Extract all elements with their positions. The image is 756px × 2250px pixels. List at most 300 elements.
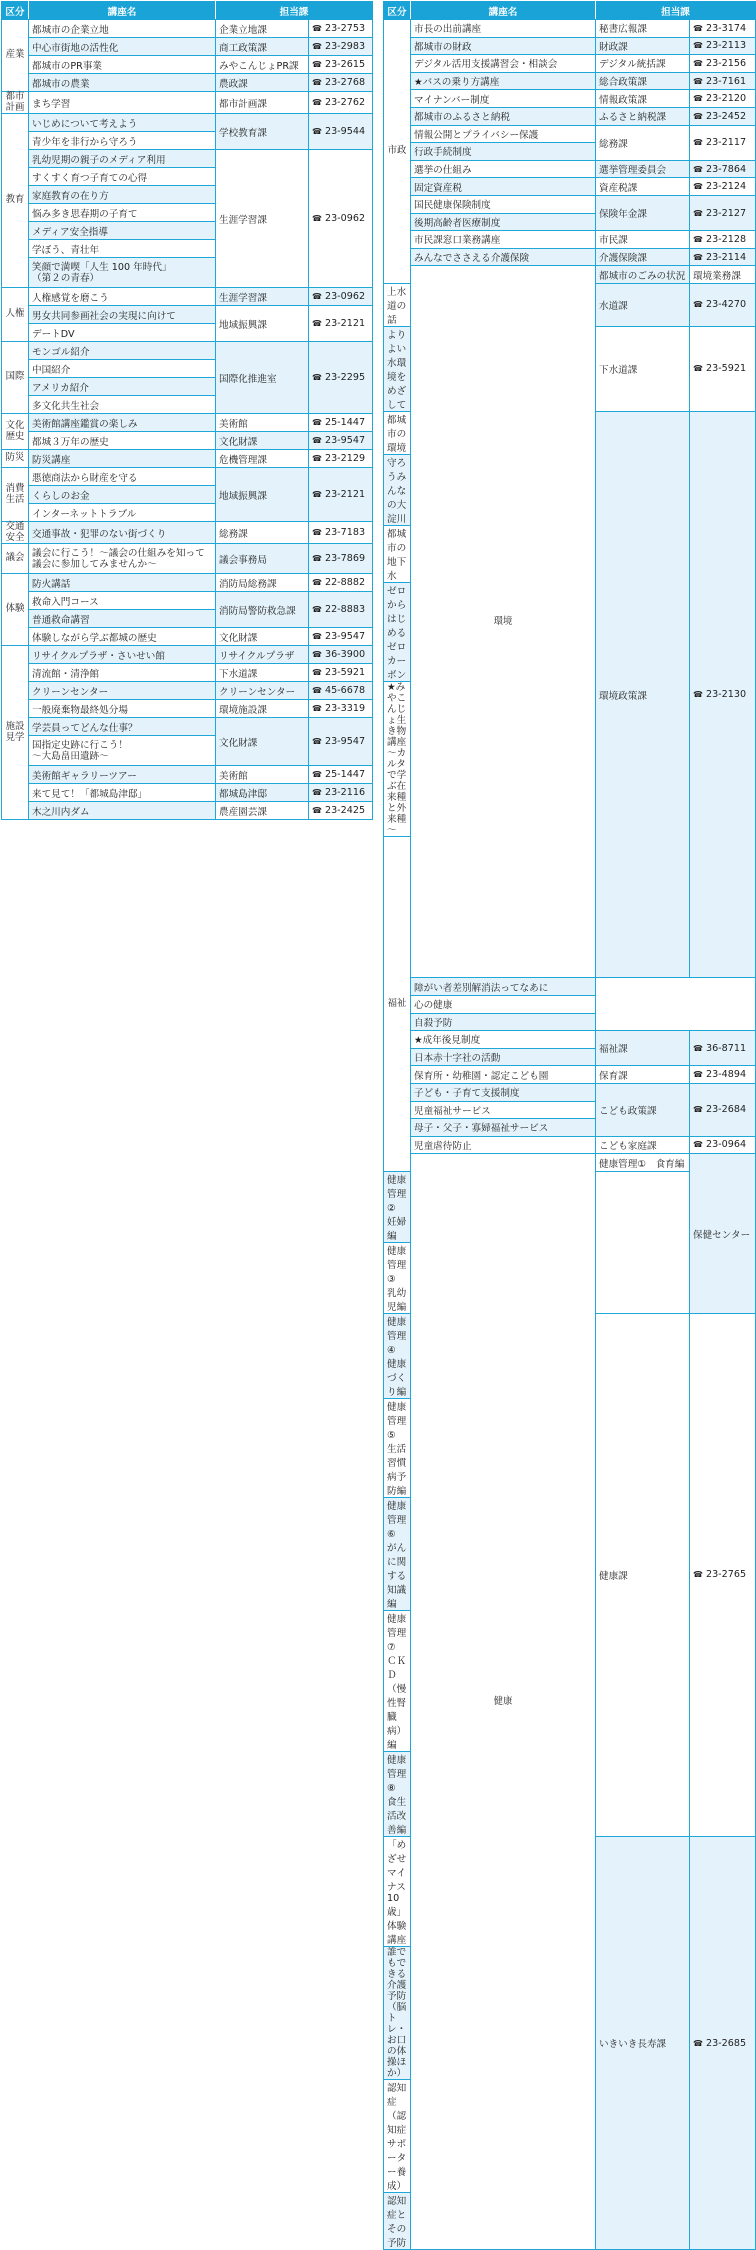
table-row — [384, 20, 756, 38]
department-name: 農政課 — [216, 74, 309, 92]
table-row — [384, 995, 756, 1013]
phone-number: 23-2130 — [705, 689, 747, 701]
phone-number-cell — [309, 802, 373, 820]
department-name: 秘書広報課 — [596, 20, 690, 38]
lecture-name: デートDV — [29, 324, 216, 342]
telephone-icon: ☎ — [693, 164, 703, 174]
category-cell: 消費 生活 — [2, 468, 29, 522]
lecture-name: 健康管理③ 乳幼児編 — [384, 1242, 411, 1313]
department-name: 危機管理課 — [216, 450, 309, 468]
phone-number: 23-7869 — [324, 553, 366, 565]
telephone-icon: ☎ — [693, 182, 703, 192]
lecture-name: 自殺予防 — [411, 1013, 596, 1031]
lecture-name: 子ども・子育て支援制度 — [411, 1083, 596, 1101]
phone-number: 23-7161 — [705, 75, 747, 87]
phone-number-cell — [690, 37, 756, 55]
phone-number: 23-2762 — [324, 97, 366, 109]
table-row — [2, 56, 373, 74]
telephone-icon: ☎ — [312, 490, 322, 500]
telephone-icon: ☎ — [312, 418, 322, 428]
phone-number: 23-2128 — [705, 233, 747, 245]
department-name: 環境政策課 — [596, 411, 690, 977]
header-department: 担当課 — [216, 2, 373, 20]
department-name: 保険年金課 — [596, 195, 690, 230]
category-cell: 福祉 — [384, 837, 411, 1172]
lecture-name: 普通救命講習 — [29, 610, 216, 628]
department-name: リサイクルプラザ — [216, 646, 309, 664]
telephone-icon: ☎ — [693, 252, 703, 262]
lecture-name: みんなでささえる介護保険 — [411, 248, 596, 266]
phone-number-cell — [690, 125, 756, 160]
telephone-icon: ☎ — [693, 1043, 703, 1053]
lecture-name: モンゴル紹介 — [29, 342, 216, 360]
lecture-name: メディア安全指導 — [29, 222, 216, 240]
category-cell: 教育 — [2, 114, 29, 288]
left-header-row — [2, 2, 373, 20]
phone-number-cell — [309, 20, 373, 38]
lecture-name: 健康管理⑧ 食生活改善編 — [384, 1751, 411, 1836]
phone-number: 23-2685 — [705, 2037, 747, 2049]
phone-number: 23-2425 — [324, 805, 366, 817]
phone-number-cell — [690, 20, 756, 38]
telephone-icon: ☎ — [693, 300, 703, 310]
department-name: 文化財課 — [216, 628, 309, 646]
phone-number: 23-2615 — [324, 59, 366, 70]
lecture-name: 防災講座 — [29, 450, 216, 468]
category-cell: 防災 — [2, 450, 29, 468]
table-row — [384, 266, 756, 284]
phone-number-cell — [690, 248, 756, 266]
table-row — [2, 450, 373, 468]
department-name: 地域振興課 — [216, 306, 309, 342]
department-name: クリーンセンター — [216, 682, 309, 700]
telephone-icon: ☎ — [312, 788, 322, 798]
category-cell: 健康 — [411, 1154, 596, 2250]
phone-number-cell — [309, 522, 373, 544]
lecture-name: ★成年後見制度 — [411, 1031, 596, 1049]
telephone-icon: ☎ — [312, 319, 322, 329]
table-row — [2, 38, 373, 56]
phone-number-cell — [690, 1066, 756, 1084]
category-cell: 文化 歴史 — [2, 414, 29, 450]
category-cell: 人権 — [2, 288, 29, 342]
department-name: 生涯学習課 — [216, 288, 309, 306]
telephone-icon: ☎ — [693, 234, 703, 244]
lecture-name: 行政手続制度 — [411, 143, 596, 161]
header-category: 区分 — [384, 2, 411, 20]
left-lecture-table — [1, 1, 373, 820]
phone-number: 23-2117 — [705, 137, 747, 149]
phone-number: 45-6678 — [324, 685, 366, 697]
table-row — [2, 468, 373, 486]
phone-number: 23-2114 — [705, 251, 747, 263]
header-category: 区分 — [2, 2, 29, 20]
table-row — [384, 1066, 756, 1084]
table-row — [384, 1013, 756, 1031]
telephone-icon: ☎ — [312, 292, 322, 302]
table-row — [2, 92, 373, 114]
phone-number: 23-0962 — [324, 213, 366, 225]
phone-number: 23-2129 — [324, 453, 366, 465]
phone-number: 23-2113 — [705, 40, 747, 52]
lecture-name: 健康管理⑦ ＣＫＤ（慢性腎臓病）編 — [384, 1610, 411, 1751]
phone-number: 23-2116 — [324, 787, 366, 799]
lecture-name: 家庭教育の在り方 — [29, 186, 216, 204]
phone-number-cell — [690, 178, 756, 196]
phone-number-cell — [309, 450, 373, 468]
lecture-name: 健康管理⑥ がんに関する知識編 — [384, 1497, 411, 1610]
phone-number: 36-3900 — [324, 649, 366, 661]
department-name: 地域振興課 — [216, 468, 309, 522]
lecture-name: 市民課窓口業務講座 — [411, 231, 596, 249]
telephone-icon: ☎ — [693, 76, 703, 86]
lecture-name: まち学習 — [29, 92, 216, 114]
phone-number-cell — [309, 628, 373, 646]
lecture-name: 児童虐待防止 — [411, 1136, 596, 1154]
department-name: 下水道課 — [596, 326, 690, 411]
department-name: 健康課 — [596, 1313, 690, 1836]
lecture-name: 悩み多き思春期の子育て — [29, 204, 216, 222]
phone-number-cell — [309, 468, 373, 522]
telephone-icon: ☎ — [312, 704, 322, 714]
table-row — [2, 414, 373, 432]
table-row — [384, 37, 756, 55]
department-name: 消防局警防救急課 — [216, 592, 309, 628]
category-cell: 施設 見学 — [2, 646, 29, 820]
phone-number: 23-2295 — [324, 372, 366, 384]
department-name: 資産税課 — [596, 178, 690, 196]
telephone-icon: ☎ — [312, 668, 322, 678]
lecture-name: 都城市の地下水 — [384, 525, 411, 582]
lecture-name: アメリカ紹介 — [29, 378, 216, 396]
table-row — [2, 646, 373, 664]
lecture-name: 健康管理② 妊婦編 — [384, 1171, 411, 1242]
phone-number: 23-2684 — [705, 1104, 747, 1116]
table-row — [384, 1136, 756, 1154]
header-lecture: 講座名 — [29, 2, 216, 20]
phone-number-cell — [309, 342, 373, 414]
phone-number-cell — [309, 114, 373, 150]
phone-number: 23-9544 — [324, 126, 366, 138]
telephone-icon: ☎ — [312, 373, 322, 383]
telephone-icon: ☎ — [693, 690, 703, 700]
phone-number: 23-2121 — [324, 489, 366, 501]
lecture-name: いじめについて考えよう — [29, 114, 216, 132]
lecture-name: 「めざせマイナス 10 歳」体験講座 — [384, 1836, 411, 1946]
lecture-name: 来て見て！「都城島津邸」 — [29, 784, 216, 802]
department-name: 都市計画課 — [216, 92, 309, 114]
phone-number-cell — [309, 646, 373, 664]
department-name: 介護保険課 — [596, 248, 690, 266]
phone-number: 36-8711 — [705, 1042, 747, 1054]
category-cell: 国際 — [2, 342, 29, 414]
lecture-name: 乳幼児期の親子のメディア利用 — [29, 150, 216, 168]
telephone-icon: ☎ — [312, 605, 322, 615]
lecture-name: 都城市のPR事業 — [29, 56, 216, 74]
phone-number: 23-2127 — [705, 207, 747, 219]
department-name: 環境施設課 — [216, 700, 309, 718]
lecture-name: 都城市の企業立地 — [29, 20, 216, 38]
lecture-name: 障がい者差別解消法ってなあに — [411, 978, 596, 996]
category-cell: 議会 — [2, 544, 29, 574]
phone-number-cell — [309, 92, 373, 114]
header-lecture: 講座名 — [411, 2, 596, 20]
lecture-name: 美術館ギャラリーツアー — [29, 766, 216, 784]
phone-number-cell — [309, 574, 373, 592]
phone-number: 23-2983 — [324, 41, 366, 52]
lecture-name: 人権感覚を磨こう — [29, 288, 216, 306]
telephone-icon: ☎ — [312, 78, 322, 87]
telephone-icon: ☎ — [693, 58, 703, 68]
telephone-icon: ☎ — [312, 127, 322, 137]
table-row — [384, 231, 756, 249]
category-cell: 環境 — [411, 266, 596, 978]
department-name: こども家庭課 — [596, 1136, 690, 1154]
table-row — [2, 664, 373, 682]
phone-number-cell — [690, 411, 756, 977]
department-name: 下水道課 — [216, 664, 309, 682]
department-name: 国際化推進室 — [216, 342, 309, 414]
table-row — [384, 1154, 756, 1172]
phone-number-cell — [309, 150, 373, 288]
department-name: 総務課 — [596, 125, 690, 160]
lecture-name: 都城３万年の歴史 — [29, 432, 216, 450]
telephone-icon: ☎ — [312, 578, 322, 588]
phone-number: 23-9547 — [324, 631, 366, 643]
lecture-name: インターネットトラブル — [29, 504, 216, 522]
phone-number-cell — [690, 231, 756, 249]
telephone-icon: ☎ — [693, 208, 703, 218]
telephone-icon: ☎ — [312, 806, 322, 816]
telephone-icon: ☎ — [693, 23, 703, 33]
department-name: 農産園芸課 — [216, 802, 309, 820]
lecture-name: 国指定史跡に行こう！ ～大島畠田遺跡～ — [29, 736, 216, 766]
telephone-icon: ☎ — [693, 1570, 703, 1580]
telephone-icon: ☎ — [312, 98, 322, 108]
phone-number: 23-5921 — [705, 363, 747, 375]
table-row — [384, 55, 756, 73]
lecture-name: 悪徳商法から財産を守る — [29, 468, 216, 486]
lecture-name: 男女共同参画社会の実現に向けて — [29, 306, 216, 324]
department-name: 福祉課 — [596, 1031, 690, 1066]
table-row — [2, 342, 373, 360]
lecture-name: 認知症とその予防 — [384, 2193, 411, 2250]
table-row — [2, 574, 373, 592]
phone-number-cell — [690, 1836, 756, 2249]
phone-number: 23-0962 — [324, 291, 366, 303]
telephone-icon: ☎ — [693, 111, 703, 121]
table-row — [384, 1031, 756, 1049]
department-name: 保健センター — [690, 1154, 756, 1314]
table-row — [384, 160, 756, 178]
category-cell: 体験 — [2, 574, 29, 646]
department-name: 消防局総務課 — [216, 574, 309, 592]
phone-number-cell — [690, 107, 756, 125]
table-row — [2, 74, 373, 92]
lecture-name: 情報公開とプライバシー保護 — [411, 125, 596, 143]
department-name: 保育課 — [596, 1066, 690, 1084]
telephone-icon: ☎ — [312, 60, 322, 69]
lecture-name: 母子・父子・寡婦福祉サービス — [411, 1119, 596, 1137]
phone-number: 23-5921 — [324, 667, 366, 679]
table-row — [384, 125, 756, 143]
lecture-name: 心の健康 — [411, 995, 596, 1013]
phone-number-cell — [690, 160, 756, 178]
telephone-icon: ☎ — [312, 632, 322, 642]
department-name: 美術館 — [216, 414, 309, 432]
lecture-name: すくすく育つ子育ての心得 — [29, 168, 216, 186]
phone-number: 23-7183 — [324, 527, 366, 539]
telephone-icon: ☎ — [312, 737, 322, 747]
department-name: 市民課 — [596, 231, 690, 249]
phone-number-cell — [690, 1031, 756, 1066]
telephone-icon: ☎ — [693, 1140, 703, 1150]
lecture-name: デジタル活用支援講習会・相談会 — [411, 55, 596, 73]
table-row — [2, 784, 373, 802]
phone-number: 23-4270 — [705, 299, 747, 311]
lecture-name: 防火講話 — [29, 574, 216, 592]
phone-number: 23-3319 — [324, 703, 366, 715]
phone-number-cell — [309, 784, 373, 802]
lecture-name: 日本赤十字社の活動 — [411, 1048, 596, 1066]
phone-number-cell — [309, 306, 373, 342]
table-row — [2, 114, 373, 132]
phone-number-cell — [309, 414, 373, 432]
table-row — [384, 195, 756, 213]
header-department: 担当課 — [596, 2, 756, 20]
telephone-icon: ☎ — [312, 686, 322, 696]
phone-number-cell — [309, 592, 373, 628]
table-row — [2, 544, 373, 574]
lecture-name: 市長の出前講座 — [411, 20, 596, 38]
department-name: 総務課 — [216, 522, 309, 544]
table-row — [384, 107, 756, 125]
department-name: 財政課 — [596, 37, 690, 55]
telephone-icon: ☎ — [312, 770, 322, 780]
lecture-name: 中国紹介 — [29, 360, 216, 378]
lecture-name: ゼロからはじめるゼロカーボン — [384, 582, 411, 681]
lecture-name: 上水道の話 — [384, 283, 411, 326]
phone-number: 23-2753 — [324, 23, 366, 34]
telephone-icon: ☎ — [312, 650, 322, 660]
phone-number: 23-4894 — [705, 1069, 747, 1081]
table-row — [2, 700, 373, 718]
phone-number: 22-8882 — [324, 577, 366, 589]
telephone-icon: ☎ — [693, 1105, 703, 1115]
phone-number-cell — [309, 718, 373, 766]
lecture-name: 議会に行こう！～議会の仕組みを知って 議会に参加してみませんか～ — [29, 544, 216, 574]
lecture-name: くらしのお金 — [29, 486, 216, 504]
category-cell: 都市 計画 — [2, 92, 29, 114]
phone-number-cell — [690, 72, 756, 90]
phone-number-cell — [309, 700, 373, 718]
telephone-icon: ☎ — [693, 41, 703, 51]
right-lecture-table — [383, 1, 756, 2250]
lecture-name: マイナンバー制度 — [411, 90, 596, 108]
department-name: 企業立地課 — [216, 20, 309, 38]
phone-number: 23-2124 — [705, 181, 747, 193]
category-cell: 市政 — [384, 20, 411, 284]
lecture-name: 笑顔で満喫「人生 100 年時代」 （第２の青春） — [29, 258, 216, 288]
department-name: 生涯学習課 — [216, 150, 309, 288]
department-name: 美術館 — [216, 766, 309, 784]
lecture-name: 選挙の仕組み — [411, 160, 596, 178]
phone-number-cell — [690, 90, 756, 108]
table-row — [2, 802, 373, 820]
phone-number: 22-8883 — [324, 604, 366, 616]
telephone-icon: ☎ — [312, 214, 322, 224]
lecture-name: クリーンセンター — [29, 682, 216, 700]
phone-number: 23-0964 — [705, 1139, 747, 1151]
telephone-icon: ☎ — [312, 454, 322, 464]
department-name: ふるさと納税課 — [596, 107, 690, 125]
phone-number-cell — [309, 544, 373, 574]
telephone-icon: ☎ — [312, 554, 322, 564]
telephone-icon: ☎ — [312, 436, 322, 446]
lecture-name: 都城市のふるさと納税 — [411, 107, 596, 125]
phone-number: 23-2768 — [324, 77, 366, 88]
lecture-name: 認知症（認知症サポーター養成） — [384, 2080, 411, 2193]
phone-number-cell — [309, 432, 373, 450]
telephone-icon: ☎ — [312, 24, 322, 33]
phone-number-cell — [690, 1313, 756, 1836]
department-name: デジタル統括課 — [596, 55, 690, 73]
lecture-name: 児童福祉サービス — [411, 1101, 596, 1119]
table-row — [2, 288, 373, 306]
phone-number-cell — [690, 326, 756, 411]
table-row — [2, 682, 373, 700]
phone-number-cell — [690, 1083, 756, 1136]
phone-number-cell — [309, 682, 373, 700]
table-row — [2, 20, 373, 38]
phone-number: 23-7864 — [705, 163, 747, 175]
table-row — [2, 592, 373, 610]
lecture-name: 固定資産税 — [411, 178, 596, 196]
phone-number: 23-3174 — [705, 22, 747, 34]
table-row — [2, 306, 373, 324]
telephone-icon: ☎ — [693, 94, 703, 104]
lecture-name: 青少年を非行から守ろう — [29, 132, 216, 150]
phone-number-cell — [309, 664, 373, 682]
table-row — [384, 72, 756, 90]
table-row — [384, 90, 756, 108]
department-name: 環境業務課 — [690, 266, 756, 284]
telephone-icon: ☎ — [312, 42, 322, 51]
phone-number-cell — [690, 55, 756, 73]
phone-number: 23-2452 — [705, 110, 747, 122]
lecture-name: ★みやこんじょ生き物講座 ～カルタで学ぶ在来種と外来種～ — [384, 681, 411, 836]
lecture-name: 後期高齢者医療制度 — [411, 213, 596, 231]
telephone-icon: ☎ — [693, 364, 703, 374]
lecture-name: 都城市のごみの状況 — [596, 266, 690, 284]
table-row — [2, 766, 373, 784]
telephone-icon: ☎ — [693, 138, 703, 148]
lecture-name: 国民健康保険制度 — [411, 195, 596, 213]
lecture-name: 救命入門コース — [29, 592, 216, 610]
lecture-name: 誰でもできる介護予防 （脳トレ・お口の体操ほか） — [384, 1946, 411, 2079]
phone-number-cell — [690, 283, 756, 326]
department-name: 議会事務局 — [216, 544, 309, 574]
lecture-name: 都城市の農業 — [29, 74, 216, 92]
phone-number-cell — [309, 38, 373, 56]
lecture-name: 都城市の環境 — [384, 411, 411, 454]
lecture-name: 美術館講座鑑賞の楽しみ — [29, 414, 216, 432]
table-row — [384, 178, 756, 196]
department-name: 情報政策課 — [596, 90, 690, 108]
table-row — [384, 1083, 756, 1101]
phone-number: 23-2156 — [705, 57, 747, 69]
lecture-name: 多文化共生社会 — [29, 396, 216, 414]
